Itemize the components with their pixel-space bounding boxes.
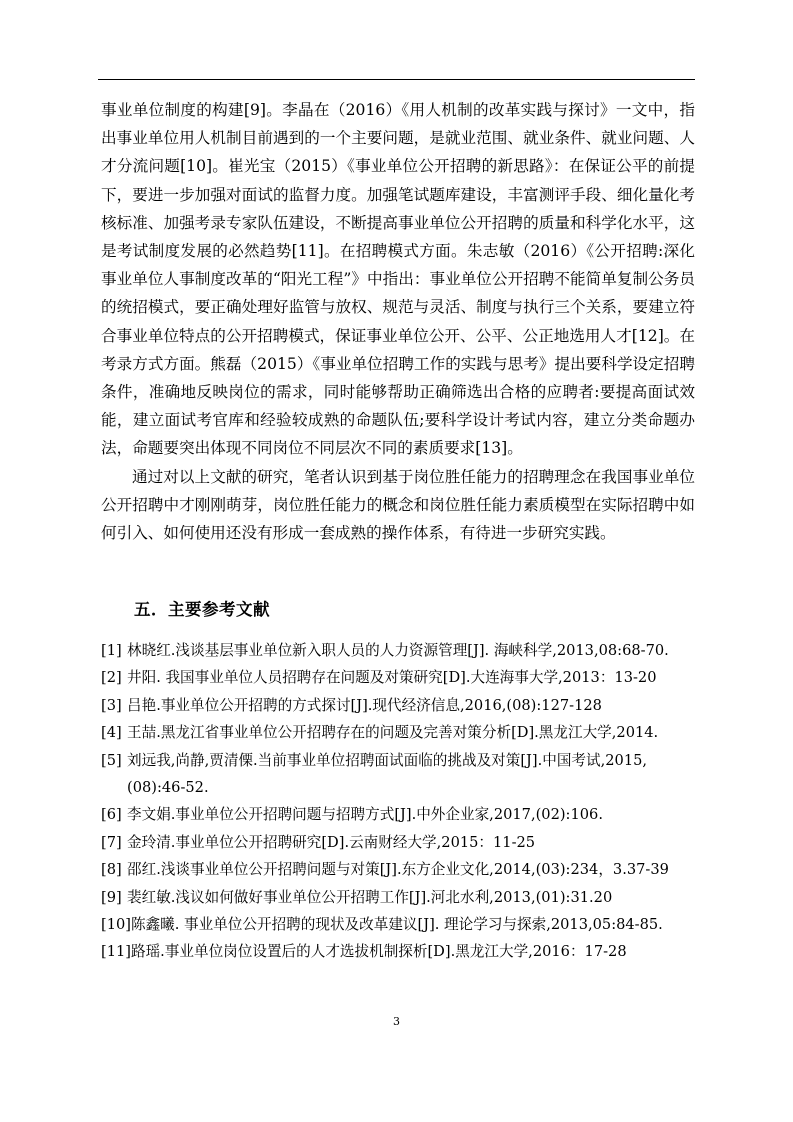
page-number: 3 [393, 1015, 400, 1028]
reference-number: [7] [101, 833, 122, 851]
reference-item [101, 911, 701, 938]
reference-item [101, 692, 701, 719]
reference-item [101, 856, 701, 883]
reference-number: [6] [101, 806, 122, 824]
reference-item [101, 637, 701, 664]
reference-list [101, 637, 701, 966]
reference-item [101, 938, 701, 965]
reference-number: [9] [101, 888, 122, 906]
reference-number: [8] [101, 861, 122, 879]
reference-item [101, 664, 701, 691]
section-heading: 五．主要参考文献 [134, 600, 270, 619]
body-paragraph: 通过对以上文献的研究，笔者认识到基于岗位胜任能力的招聘理念在我国事业单位公开招聘中才刚刚萌芽，岗位胜任能力的概念和岗位胜任能力素质模型在实际招聘中如何引入、如何使用还没有形成一套成熟的操作体系，有待进一步研究实践。 [101, 467, 695, 543]
reference-text: 邵红.浅谈事业单位公开招聘问题与对策[J].东方企业文化,2014,(03):234，3.37-39 [127, 861, 669, 879]
reference-text: 刘远我,尚静,贾清傈.当前事业单位招聘面试面临的挑战及对策[J].中国考试,2015,(08):46-52. [127, 751, 648, 797]
reference-number: [5] [101, 751, 122, 769]
reference-text: 井阳. 我国事业单位人员招聘存在问题及对策研究[D].大连海事大学,2013：13-20 [127, 669, 657, 687]
reference-item [101, 719, 701, 746]
body-paragraph: 事业单位制度的构建[9]。李晶在（2016）《用人机制的改革实践与探讨》一文中，指出事业单位用人机制目前遇到的一个主要问题，是就业范围、就业条件、就业问题、人才分流问题[10]。崔光宝（2015）《事业单位公开招聘的新思路》：在保证公平的前提下，要进一步加强对面试的监督力度。加强笔试题库建设，丰富测评手段、细化量化考核标准、加强考录专家队伍建设，不断提高事业单位公开招聘的质量和科学化水平，这是考试制度发展的必然趋势[11]。在招聘模式方面。朱志敏（2016）《公开招聘:深化事业单位人事制度改革的“阳光工程”》中指出：事业单位公开招聘不能简单复制公务员的统招模式，要正确处理好监管与放权、规范与灵活、制度与执行三个关系，要建立符合事业单位特点的公开招聘模式，保证事业单位公开、公平、公正地选用人才[12]。在考录方式方面。熊磊（2015）《事业单位招聘工作的实践与思考》提出要科学设定招聘条件，准确地反映岗位的需求，同时能够帮助正确筛选出合格的应聘者:要提高面试效能，建立面试考官库和经验较成熟的命题队伍;要科学设计考试内容，建立分类命题办法，命题要突出体现不同岗位不同层次不同的素质要求[13]。 [101, 101, 695, 458]
header-rule [98, 79, 695, 80]
reference-number: [3] [101, 696, 122, 714]
reference-text: 路瑶.事业单位岗位设置后的人才选拔机制探析[D].黑龙江大学,2016：17-28 [130, 943, 627, 961]
reference-text: 林晓红.浅谈基层事业单位新入职人员的人力资源管理[J]. 海峡科学,2013,08:68-70. [127, 642, 669, 659]
reference-text: 吕艳.事业单位公开招聘的方式探讨[J].现代经济信息,2016,(08):127-128 [127, 696, 602, 714]
reference-text: 裴红敏.浅议如何做好事业单位公开招聘工作[J].河北水利,2013,(01):31.20 [127, 888, 613, 906]
reference-number: [1] [101, 642, 122, 659]
reference-number: [4] [101, 724, 122, 742]
reference-text: 王喆.黑龙江省事业单位公开招聘存在的问题及完善对策分析[D].黑龙江大学,2014. [127, 724, 659, 742]
reference-number: [10] [101, 916, 131, 934]
body-text [101, 96, 695, 547]
reference-text: 陈鑫曦. 事业单位公开招聘的现状及改革建议[J]. 理论学习与探索,2013,05:84-85. [130, 916, 663, 934]
reference-item [101, 829, 701, 856]
reference-text: 金玲清.事业单位公开招聘研究[D].云南财经大学,2015：11-25 [127, 833, 536, 851]
reference-text: 李文娟.事业单位公开招聘问题与招聘方式[J].中外企业家,2017,(02):106. [127, 806, 603, 824]
reference-number: [2] [101, 669, 122, 687]
reference-item [101, 747, 701, 802]
reference-item [101, 801, 701, 828]
reference-number: [11] [101, 943, 131, 961]
reference-item [101, 884, 701, 911]
